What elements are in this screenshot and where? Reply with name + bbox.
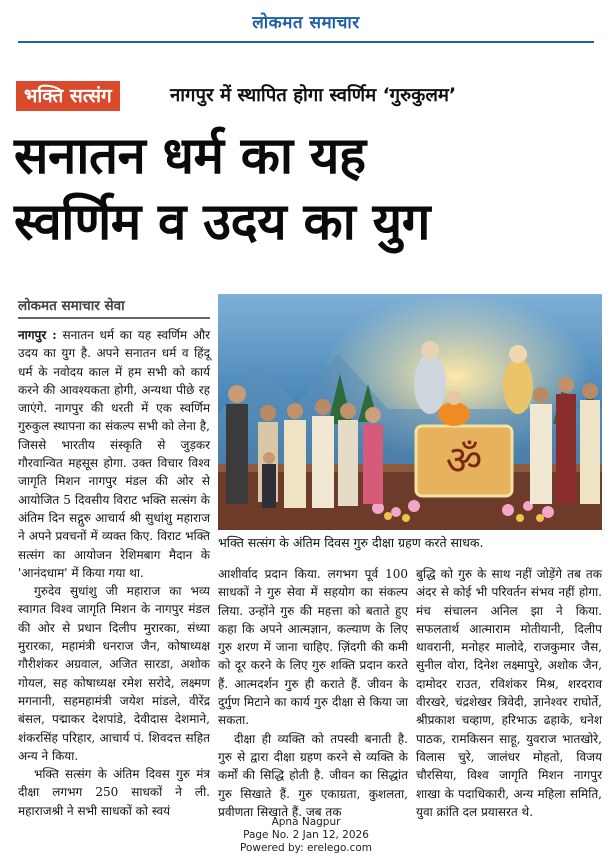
main-headline	[14, 124, 604, 257]
powered-by[interactable]: Powered by: erelego.com	[239, 842, 373, 854]
article-paragraph: दीक्षा ही व्यक्ति को तपस्वी बनाती है. गुरु से द्वारा दीक्षा ग्रहण करने से व्यक्ति के कर्मों की सिद्धि होती है. जीवन का सिद्धांत गुरु सिखाते हैं. गुरु एकाग्रता, कुशलता, प्रवीणता सिखाते हैं. जब तक	[218, 731, 408, 819]
paragraph-text: सनातन धर्म का यह स्वर्णिम और उदय का युग है. अपने सनातन धर्म व हिंदू धर्म के नवोदय काल में हम सभी को कार्य करने की आवश्यकता होगी, अन्यथा पीछे रह जाएंगे. नागपुर की धरती में एक स्वर्णिम गुरुकुल स्थापना का संकल्प सभी को लेना है, जिससे भारतीय संस्कृति से जुड़कर गौरवान्वित महसूस होगा. उक्त विचार विश्व जागृति मिशन नागपुर मंडल की ओर से आयोजित 5 दिवसीय विराट भक्ति सत्संग के अंतिम दिन सद्गुरु आचार्य श्री सुधांशु महाराज ने अपने प्रवचनों में व्यक्त किए. विराट भक्ति सत्संग का आयोजन रेशिमबाग मैदान के 'आनंदधाम' में किया गया था.	[18, 328, 210, 580]
article-column-1	[18, 326, 210, 820]
edition-name: Apna Nagpur	[271, 816, 341, 828]
photo-caption: भक्ति सत्संग के अंतिम दिवस गुरु दीक्षा ग्रहण करते साधक.	[218, 535, 484, 550]
article-column-2	[218, 565, 408, 821]
page-number-date: Page No. 2 Jan 12, 2026	[243, 829, 369, 841]
article-paragraph: आशीर्वाद प्रदान किया. लगभग पूर्व 100 साधकों ने गुरु सेवा में सहयोग का संकल्प लिया. उन्होंने गुरु की महत्ता को बताते हुए कहा कि अपने आत्मज्ञान, कल्याण के लिए गुरु शरण में जाना चाहिए. ज़िंदगी की कमी को दूर करने के लिए गुरु शक्ति प्रदान करते हैं. आत्मदर्शन गुरु ही कराते हैं. जीवन के दुर्गुण मिटाने का कार्य गुरु दीक्षा से किया जा सकता.	[218, 567, 408, 728]
masthead	[0, 0, 612, 44]
event-photo	[218, 294, 602, 530]
headline-line-2: स्वर्णिम व उदय का युग	[14, 193, 430, 253]
masthead-title: लोकमत समाचार	[252, 13, 360, 33]
byline: लोकमत समाचार सेवा	[18, 296, 210, 319]
om-symbol: ॐ	[445, 438, 483, 484]
article-paragraph: बुद्धि को गुरु के साथ नहीं जोड़ेंगे तब तक अंदर से कोई भी परिवर्तन संभव नहीं होगा. मंच संचालन अनिल झा ने किया. सफलतार्थ आत्माराम मोतीयानी, दिलीप थावरानी, मनोहर मालोदे, राजकुमार जैस, सुनील वोरा, दिनेश लक्ष्मापुरे, अशोक जैन, दामोदर राउत, रविशंकर मिश्र, शरदराव वीरखरे, चंद्रशेखर त्रिवेदी, ज्ञानेश्वर राघोर्ते, श्रीप्रकाश चव्हाण, हरिभाऊ ढहाके, धनेश पाठक, रामकिसन साहू, युवराज भातखोरे, विलास चुरे, जालंधर मोहतो, विजय चौरसिया, विश्व जागृति मिशन नागपुर शाखा के पदाधिकारी, अन्य महिला समिति, युवा क्रांति दल प्रयासरत थे.	[416, 567, 602, 819]
headline-line-1: सनातन धर्म का यह	[14, 127, 366, 186]
om-board	[416, 426, 512, 496]
masthead-rule	[18, 41, 594, 43]
article-paragraph	[18, 326, 210, 582]
kicker-headline: नागपुर में स्थापित होगा स्वर्णिम ‘गुरुकुलम’	[170, 85, 456, 106]
article-column-3	[416, 565, 602, 821]
stage-illustration	[218, 294, 602, 530]
kicker-label: भक्ति सत्संग	[16, 81, 120, 111]
page-footer	[0, 816, 612, 855]
article-paragraph: भक्ति सत्संग के अंतिम दिवस गुरु मंत्र दीक्षा लगभग 250 साधकों ने ली. महाराजश्री ने सभी साधकों को स्वयं	[18, 767, 210, 818]
dateline: नागपुर :	[18, 328, 57, 342]
article-paragraph: गुरुदेव सुधांशु जी महाराज का भव्य स्वागत विश्व जागृति मिशन के नागपुर मंडल की ओर से प्रधान दिलीप मुरारका, संध्या मुरारका, महामंत्री धनराज जैन, कोषाध्यक्ष गौरीशंकर अग्रवाल, अजित सारडा, अशोक गोयल, सह कोषाध्यक्ष रमेश सरोदे, लक्ष्मण मगनानी, सहमहामंत्री जयेश मांडले, वीरेंद्र बंसल, पद्माकर देशपांडे, देवीदास देशमाने, शंकरसिंह परिहार, आचार्य पं. शिवदत्त सहित अन्य ने किया.	[18, 584, 210, 763]
